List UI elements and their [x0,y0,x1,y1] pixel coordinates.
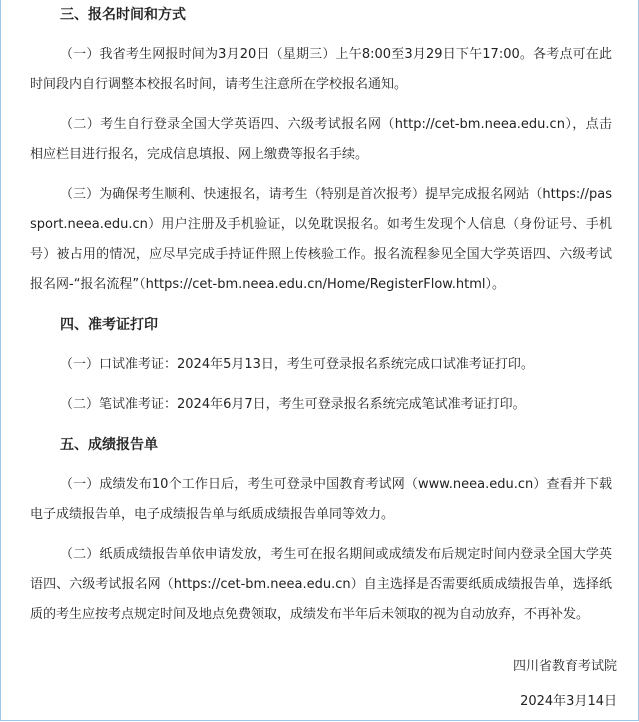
paragraph-registration-site: （二）考生自行登录全国大学英语四、六级考试报名网（http://cet-bm.neea.edu.cn），点击相应栏目进行报名，完成信息填报、网上缴费等报名手续。 [30,117,612,162]
signature-date: 2024年3月14日 [520,694,617,709]
paragraph-written-ticket: （二）笔试准考证：2024年6月7日，考生可登录报名系统完成笔试准考证打印。 [60,397,526,412]
signature-block [513,652,617,717]
paragraph-oral-ticket: （一）口试准考证：2024年5月13日，考生可登录报名系统完成口试准考证打印。 [60,357,534,372]
paragraph-paper-report: （二）纸质成绩报告单依申请发放，考生可在报名期间或成绩发布后规定时间内登录全国大学英语四、六级考试报名网（https://cet-bm.neea.edu.cn）自主选择是否需要纸质成绩报告单，选择纸质的考生应按考点规定时间及地点免费领取，成绩发布半年后未领取的视为自动放弃，不再补发。 [30,547,612,622]
signature-org: 四川省教育考试院 [512,659,617,674]
paragraph-electronic-report: （一）成绩发布10个工作日后，考生可登录中国教育考试网（www.neea.edu.cn）查看并下载电子成绩报告单，电子成绩报告单与纸质成绩报告单同等效力。 [30,477,612,522]
notice-document [30,0,612,630]
section-heading-score-report: 五、成绩报告单 [60,437,158,453]
section-heading-admission-ticket: 四、准考证打印 [60,317,158,333]
section-heading-registration: 三、报名时间和方式 [60,7,186,23]
paragraph-registration-time: （一）我省考生网报时间为3月20日（星期三）上午8:00至3月29日下午17:00。各考点可在此时间段内自行调整本校报名时间，请考生注意所在学校报名通知。 [30,47,612,92]
paragraph-registration-advice: （三）为确保考生顺利、快速报名，请考生（特别是首次报考）提早完成报名网站（https://passport.neea.edu.cn）用户注册及手机验证，以免耽误报名。如考生发现个人信息（身份证号、手机号）被占用的情况，应尽早完成手持证件照上传核验工作。报名流程参见全国大学英语四、六级考试报名网-“报名流程”（https://cet-bm.neea.edu.cn/Home/RegisterFlow.html）。 [30,187,612,292]
